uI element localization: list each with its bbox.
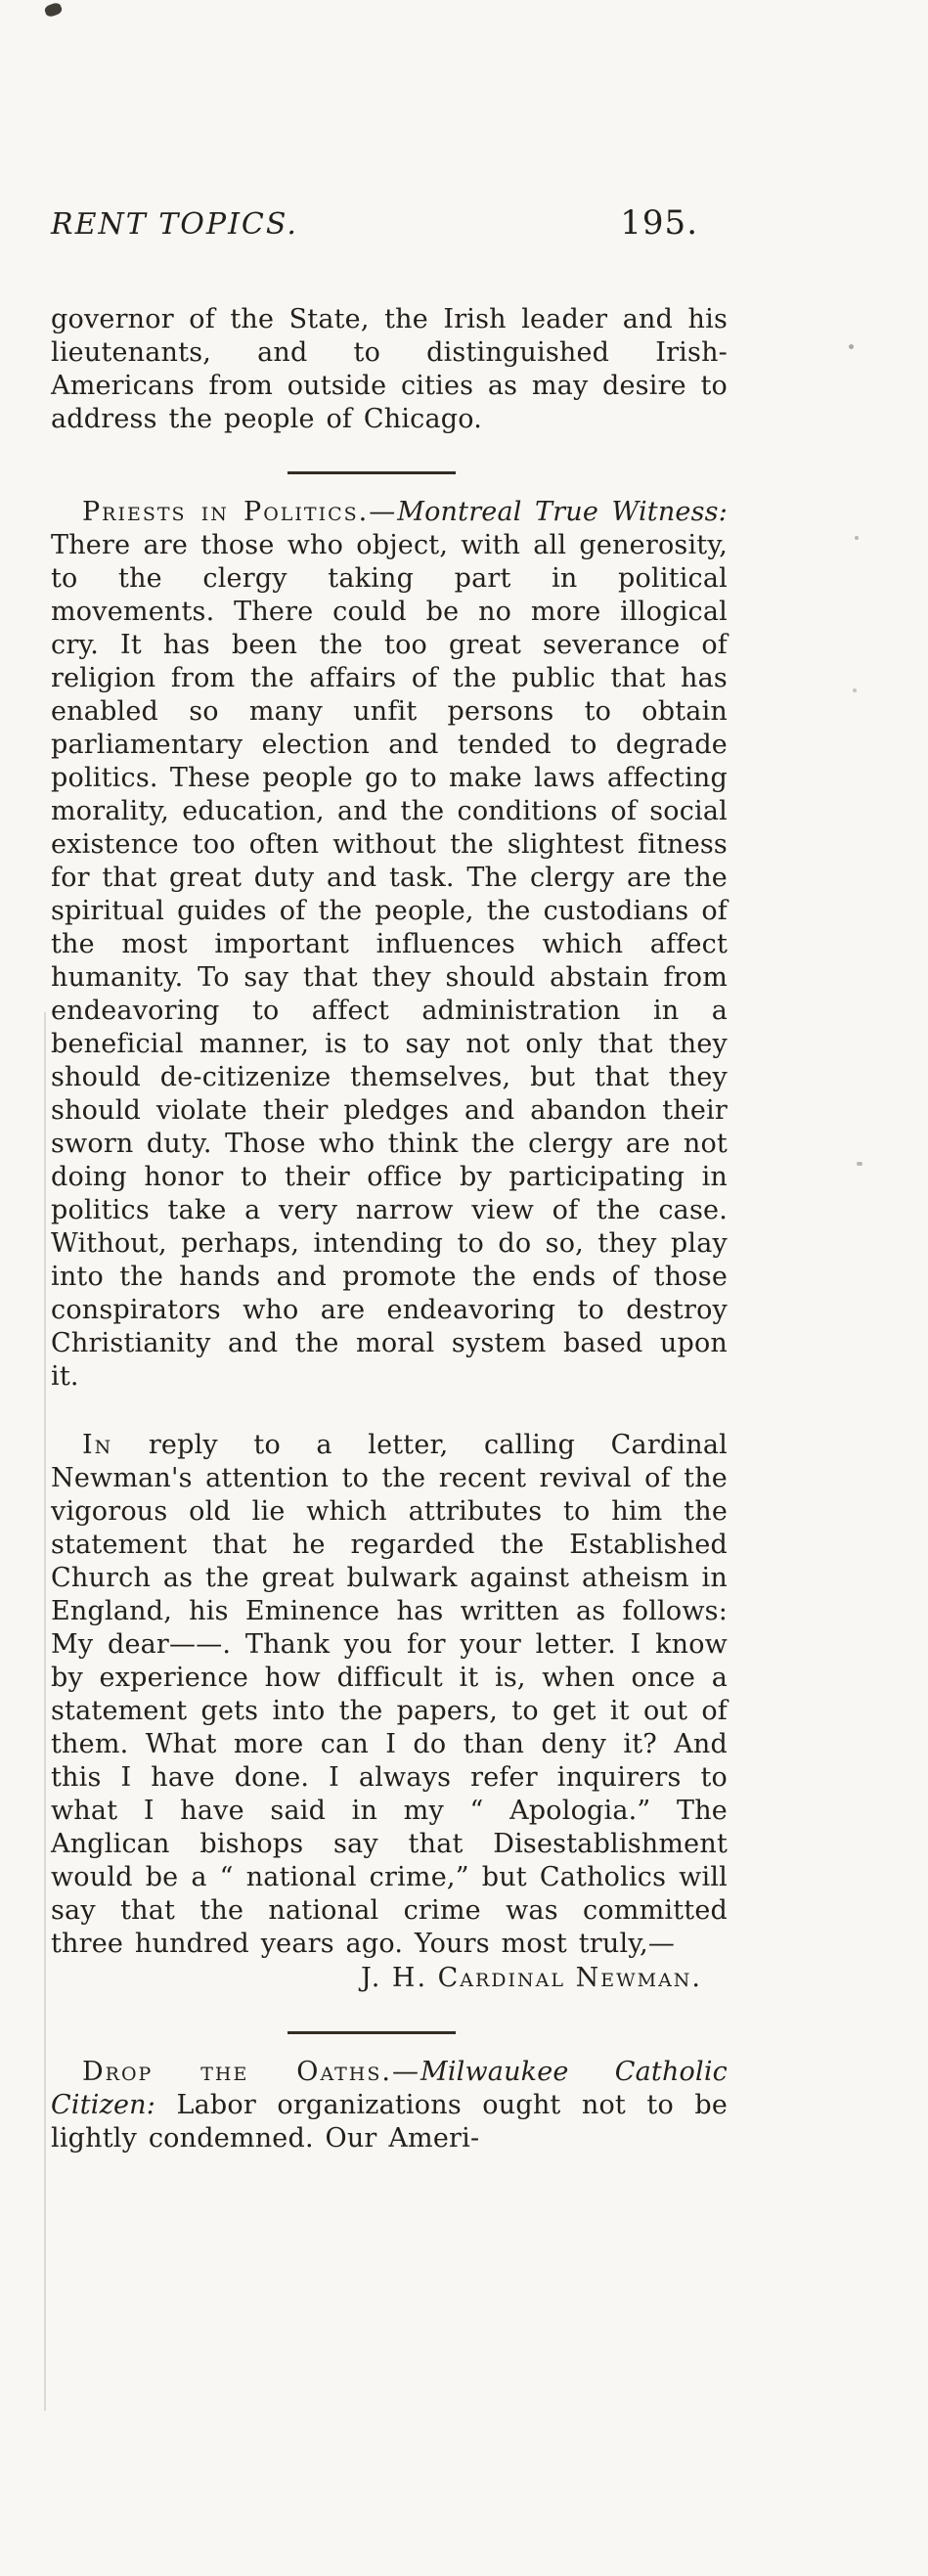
binding-gutter-shadow [44, 1012, 46, 2411]
paragraph-drop-the-oaths [51, 2056, 728, 2155]
paragraph-newman-letter [51, 1429, 728, 1961]
page-number: 195. [620, 203, 698, 243]
scan-artifact [853, 688, 857, 692]
paragraph-text: Labor organizations ought not to be lightly condemned. Our Ameri- [51, 2090, 728, 2154]
scan-artifact [855, 536, 859, 540]
section-lead: Priests in Politics.— [82, 497, 398, 527]
scan-artifact [857, 1162, 862, 1166]
paragraph-continuation [51, 303, 728, 436]
scan-artifact [44, 2, 64, 19]
paragraph-priests-in-politics [51, 496, 728, 1394]
section-divider [287, 471, 456, 474]
paragraph-text: reply to a letter, calling Cardinal Newman's attention to the recent revival of the vigorous old lie which attributes to him the statement that he regarded the Established Church as the great bulwark against atheism in England, his Eminence has written as follows: My dear——. Thank you for your letter. I know by experience how difficult it is, when once a statement gets into the papers, to get it out of them. What more can I do than deny it? And this I have done. I always refer inquirers to what I have said in my “ Apologia.” The Anglican bishops say that Disestablishment would be a “ national crime,” but Catholics will say that the national crime was committed three hundred years ago. Yours most truly,— [51, 1430, 728, 1959]
section-lead: In [82, 1430, 113, 1460]
scan-artifact [849, 344, 854, 349]
paragraph-text: There are those who object, with all generosity, to the clergy taking part in political movements. There could be no more illogical cry. It has been the too great severance of religion from the affairs of the public that has enabled so many unfit persons to obtain parliamentary election and tended to degrade politics. These people go to make laws affecting morality, education, and the conditions of social existence too often without the slightest fitness for that great duty and task. The clergy are the spiritual guides of the people, the custodians of the most important influences which affect humanity. To say that they should abstain from endeavoring to affect administration in a beneficial manner, is to say not only that they should de-citizenize themselves, but that they should violate their pledges and abandon their sworn duty. Those who think the clergy are not doing honor to their office by participating in politics take a very narrow view of the case. Without, perhaps, intending to do so, they play into the hands and promote the ends of those conspirators who are endeavoring to destroy Christianity and the moral system based upon it. [51, 530, 728, 1392]
paragraph-text: governor of the State, the Irish leader and his lieutenants, and to distinguished Irish-Americans from outside cities as may desire to address the people of Chicago. [51, 304, 728, 434]
section-lead: Drop the Oaths.— [82, 2057, 420, 2087]
section-divider [287, 2031, 456, 2034]
page-header [51, 203, 728, 243]
source-name: Montreal True Witness: [397, 497, 729, 527]
source-name: Milwaukee Catholic Citizen: [51, 2057, 728, 2120]
running-title: RENT TOPICS. [51, 207, 298, 242]
signature-line [51, 1961, 728, 1996]
signature-text: J. H. Cardinal Newman. [361, 1963, 702, 1993]
text-column [51, 203, 728, 2155]
